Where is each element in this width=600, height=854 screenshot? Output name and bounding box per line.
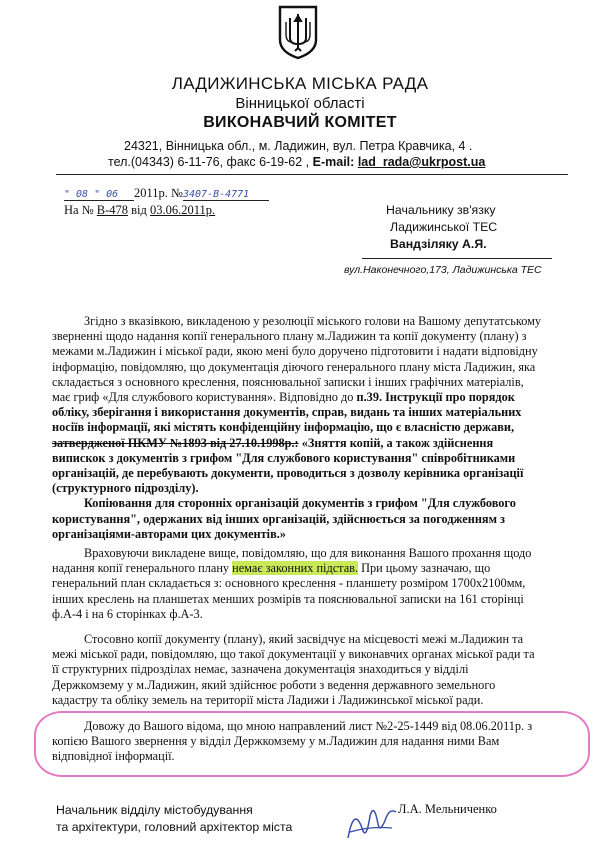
position-line-1: Начальник відділу містобудування [56,803,253,817]
council-title: ЛАДИЖИНСЬКА МІСЬКА РАДА [171,74,429,93]
recipient-line-2: Ладижинської ТЕС [390,220,498,234]
p1-line-6: має гриф «Для службового користування». Відповідно до п.39. Інструкції про порядок [52,390,515,405]
p1-line-10: випискок з документів з грифом "Для службового користування" співробітниками [52,450,516,465]
p1-line-8: носіїв інформації, які містять конфіденційну інформацію, що є власністю держави, [52,420,515,435]
reference-date: 03.06.2011р. [150,203,216,217]
p1-line-5: складається з основного креслення, пояснювальної записки і інших графічних матеріалів, [52,374,524,389]
instruction-reference: п.39. Інструкції про порядок [356,390,515,405]
handwritten-date: " 08 " 06 [64,189,134,201]
signatory-position [56,802,292,836]
address-line: 24321, Вінницька обл., м. Ладижин, вул. Петра Кравчика, 4 . [124,139,473,153]
email-label: E-mail: [312,155,355,169]
p2-line-4: інших креслень на планшетах менших розмірів та пояснювальної записки на 161 сторінці [52,591,524,606]
recipient-name: Вандзіляку А.Я. [390,237,487,251]
header-rule [56,174,568,175]
paragraph-1 [52,314,578,542]
p1-line-7: обліку, зберігання і використання документів, справ, видань та інших матеріальних [52,405,522,420]
p1-line-2: зверненні щодо надання копії генерального плану м.Ладижин та копії документу (плану) з [52,329,527,344]
position-line-2: та архітектури, головний архітектор міста [56,820,293,834]
signatory-name: Л.А. Мельниченко [398,802,497,816]
recipient-line-1: Начальнику зв'язку [386,203,496,217]
paragraph-3 [52,632,578,708]
phone-fax: тел.(04343) 6-11-76, факс 6-19-62 , [108,155,310,169]
p1-line-9: затвердженої ПКМУ №1893 від 27.10.1998р.: «Зняття копій, а також здійснення [52,435,494,450]
handwritten-signature [340,798,404,846]
p1-line-4: інформацію, повідомляю, що документація діючого генерального плану міста Ладижин, яка [52,359,536,374]
p1-line-11: організацій, де перебувають документи, проводиться з дозволу керівника організації [52,466,524,481]
email-link[interactable]: lad_rada@ukrpost.ua [357,155,486,169]
region-line: Вінницької області [235,95,365,112]
p1-line-1: Згідно з вказівкою, викладеною у резолюції міського голови на Вашому депутатському [84,314,542,328]
p2-line-5: ф.А-4 і на 6 сторінках ф.А-3. [52,606,203,621]
contact-line [108,155,485,169]
coat-of-arms-emblem [276,4,320,60]
reference-mid: від [131,203,147,217]
paragraph-4 [52,719,578,765]
p4-line-1: Довожу до Вашого відома, що мною направлений лист №2-25-1449 від 08.06.2011р. з [84,719,533,733]
p1-line-15: організаціями-авторами цих документів.» [52,526,286,541]
p3-line-3: її структурних підрозділах немає, зазначена документація знаходиться у відділі [52,662,469,677]
year-label: 2011р. № [134,186,183,200]
committee-title: ВИКОНАВЧИЙ КОМІТЕТ [203,114,397,131]
reference-line [64,203,215,218]
p3-line-5: кадастру та обліку земель на території міста Ладижи і Ладижинської міської ради. [52,692,484,707]
p2-line-1: Враховуючи викладене вище, повідомляю, що для виконання Вашого прохання щодо [84,546,532,560]
date-number-line [64,186,269,201]
p3-line-4: Держкомзему у м.Ладижин, який здійснює роботи з ведення державного земельного [52,677,496,692]
p4-line-3: відповідної інформації. [52,749,175,764]
recipient-block [386,202,497,253]
p3-line-2: межі міської ради, повідомляю, що такої документації у виконавчих органах міської ради та [52,647,535,662]
p1-line-3: межами м.Ладижин і міської ради, якою мені було доручено підготовити і надати відповідну [52,344,538,359]
recipient-rule [362,258,552,259]
p2-line-3: генеральний план складається з: основного креслення - планшету розміром 1700х2100мм, [52,576,526,591]
reference-prefix: На № [64,203,94,217]
recipient-address: вул.Наконечного,173, Ладижинська ТЕС [344,264,542,276]
p1-line-13: Копіювання для сторонніх організацій документів з грифом "Для службового [84,496,516,511]
p2-line-2: надання копії генерального плану немає законних підстав. При цьому зазначаю, що [52,561,491,576]
reference-number: В-478 [96,203,129,217]
p1-line-12: (структурного підрозділу). [52,481,199,496]
highlighted-no-legal-grounds: немає законних підстав. [232,561,359,576]
p1-line-14: користування", одержаних від інших організацій, здійснюється за погодженням з [52,511,505,526]
paragraph-2 [52,546,578,622]
p3-line-1: Стосовно копії документу (плану), який засвідчує на місцевості межі м.Ладижин та [84,632,524,646]
handwritten-outgoing-number: 3407-В-4771 [183,189,269,201]
p4-line-2: копією Вашого звернення у відділ Держкомзему у м.Ладижин для надання ними Вам [52,734,500,749]
